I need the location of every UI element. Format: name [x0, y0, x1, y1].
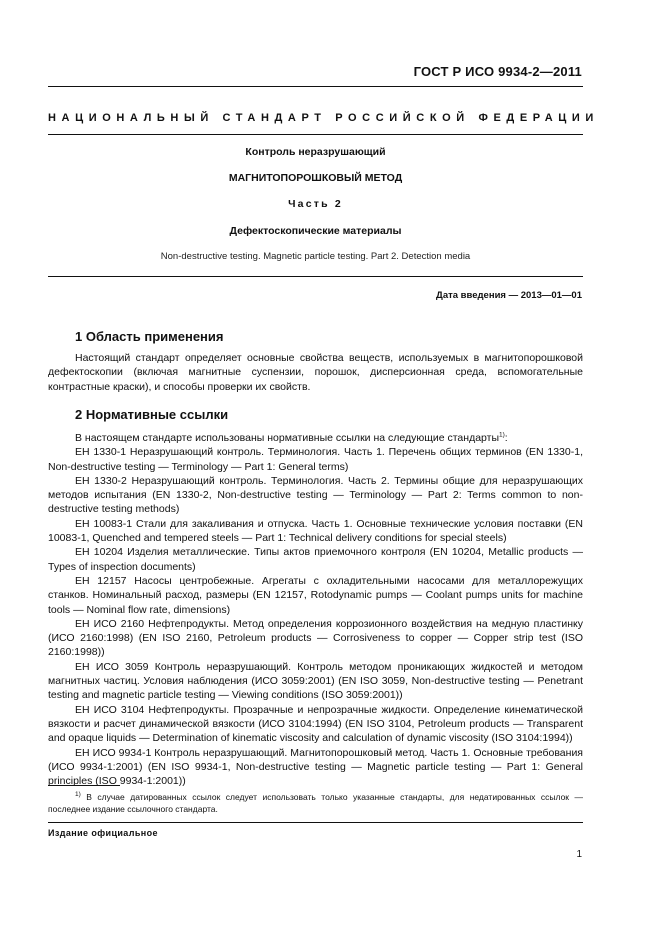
- reference-item: ЕН ИСО 9934-1 Контроль неразрушающий. Магнитопорошковый метод. Часть 1. Основные требования (ИСО 9934-1:2001) (EN ISO 9934-1, Non-destructive testing — Magnetic particle testing — Part 1: General principles (ISO 9934-1:2001)): [48, 746, 583, 788]
- document-code: ГОСТ Р ИСО 9934-2—2011: [413, 64, 582, 79]
- introduction-date: Дата введения — 2013—01—01: [436, 290, 582, 301]
- reference-item: ЕН 1330-1 Неразрушающий контроль. Терминология. Часть 1. Перечень общих терминов (EN 1330-1, Non-destructive testing — Terminology — Part 1: General terms): [48, 446, 583, 473]
- page-number: 1: [576, 849, 582, 860]
- section-2-intro: [48, 431, 583, 445]
- title-rule: [48, 276, 583, 277]
- edition-rule: [48, 822, 583, 823]
- header-rule: [48, 86, 583, 87]
- title-part: Часть 2: [288, 198, 343, 210]
- title-line-1: Контроль неразрушающий: [245, 146, 386, 158]
- national-standard-banner: НАЦИОНАЛЬНЫЙ СТАНДАРТ РОССИЙСКОЙ ФЕДЕРАЦИИ: [48, 112, 599, 124]
- reference-item: ЕН 10083-1 Стали для закаливания и отпуска. Часть 1. Основные технические условия поставки (EN 10083-1, Quenched and tempered steels — Part 1: Technical delivery conditions for special steels): [48, 517, 583, 545]
- reference-item: ЕН ИСО 3059 Контроль неразрушающий. Контроль методом проникающих жидкостей и методом магнитных частиц. Условия наблюдения (ИСО 3059:2001) (EN ISO 3059, Non-destructive testing — Penetrant testing and magnetic particle testing — Viewing conditions (ISO 3059:2001)): [48, 660, 583, 702]
- reference-item: ЕН 12157 Насосы центробежные. Агрегаты с охладительными насосами для металлорежущих станков. Номинальный расход, размеры (EN 12157, Rotodynamic pumps — Coolant pumps units for machine tools — Nominal flow rate, dimensions): [48, 574, 583, 616]
- reference-item: ЕН ИСО 2160 Нефтепродукты. Метод определения коррозионного воздействия на медную пластинку (ИСО 2160:1998) (EN ISO 2160, Petroleum products — Corrosiveness to copper — Copper strip test (ISO 2160:1998)): [48, 617, 583, 659]
- footnote-text: В случае датированных ссылок следует использовать только указанные стандарты, для недатированных ссылок — последнее издание ссылочного стандарта.: [48, 792, 583, 814]
- footnote-ref-mark: 1): [499, 431, 505, 439]
- banner-rule: [48, 134, 583, 135]
- section-2-intro-colon: :: [504, 432, 508, 444]
- section-2-body: [48, 431, 583, 788]
- footnote-separator: [48, 785, 120, 786]
- title-english: Non-destructive testing. Magnetic particle testing. Part 2. Detection media: [160, 251, 471, 262]
- footnote-paragraph: [48, 791, 583, 815]
- section-2-heading: 2 Нормативные ссылки: [75, 407, 229, 422]
- title-line-4: Дефектоскопические материалы: [229, 225, 402, 237]
- section-1-heading: 1 Область применения: [75, 329, 224, 344]
- title-line-2: МАГНИТОПОРОШКОВЫЙ МЕТОД: [228, 172, 403, 184]
- section-2-intro-text: В настоящем стандарте использованы нормативные ссылки на следующие стандарты: [75, 432, 500, 444]
- footnote-mark: 1): [75, 791, 81, 799]
- edition-label: Издание официальное: [48, 828, 158, 838]
- footnote: [48, 791, 583, 815]
- section-1-body: [48, 351, 583, 394]
- section-1-paragraph: Настоящий стандарт определяет основные свойства веществ, используемых в магнитопорошковой дефектоскопии (включая магнитные суспензии, порошок, дисперсионная среда, вспомогательные контрастные краски), и способы проверки их свойств.: [48, 352, 583, 393]
- reference-item: ЕН ИСО 3104 Нефтепродукты. Прозрачные и непрозрачные жидкости. Определение кинематической вязкости и расчет динамической вязкости (ИСО 3104:1994) (EN ISO 3104, Petroleum products — Transparent and opaque liquids — Determination of kinematic viscosity and calculation of dynamic viscosity (ISO 3104:1994)): [48, 703, 583, 745]
- reference-item: ЕН 10204 Изделия металлические. Типы актов приемочного контроля (EN 10204, Metallic products — Types of inspection documents): [48, 546, 583, 573]
- reference-item: ЕН 1330-2 Неразрушающий контроль. Терминология. Часть 2. Термины общие для неразрушающих методов испытания (EN 1330-2, Non-destructive testing — Terminology — Part 2: Terms common to non-destructive testing methods): [48, 474, 583, 516]
